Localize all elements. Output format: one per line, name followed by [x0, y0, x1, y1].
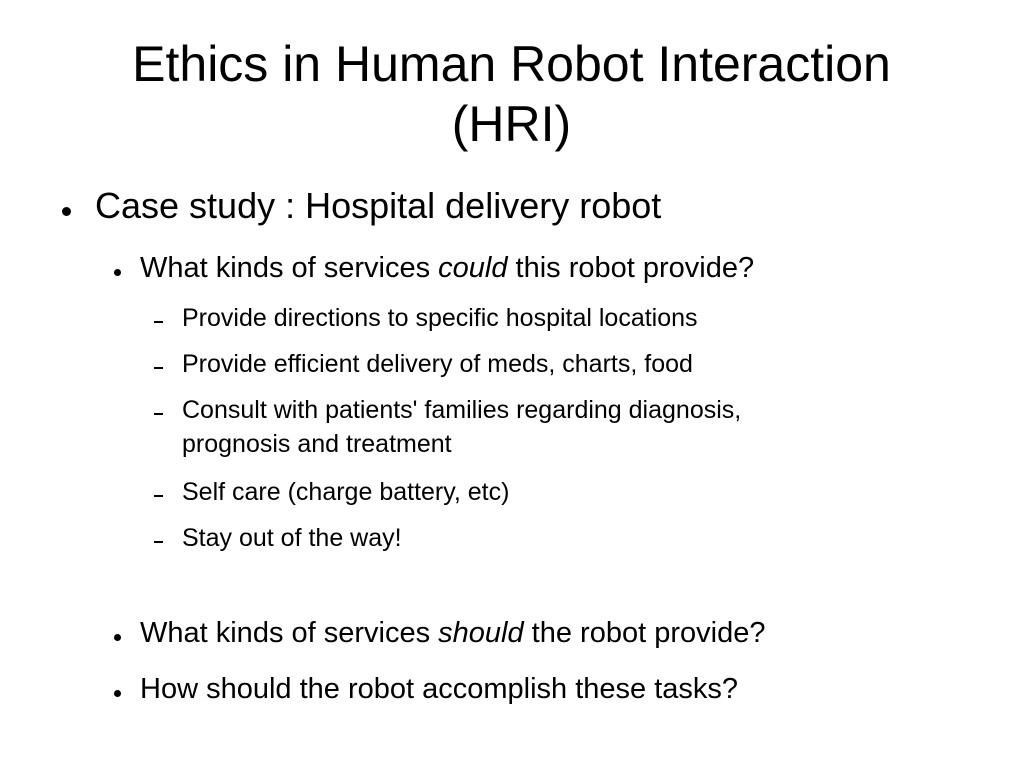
question-should-before: What kinds of services [140, 617, 439, 649]
service-item-consult-continued [182, 428, 452, 461]
question-should-after: the robot provide? [523, 617, 766, 649]
service-item-text: Stay out of the way! [182, 524, 402, 552]
bullet-dot-icon [114, 690, 121, 697]
question-could-emphasis: could [438, 252, 508, 284]
service-item-consult [182, 394, 741, 427]
service-item-text: Provide directions to specific hospital locations [182, 304, 698, 332]
question-could-after: this robot provide? [507, 252, 755, 284]
title-line-1: Ethics in Human Robot Interaction [132, 36, 891, 92]
dash-bullet-icon [154, 541, 163, 543]
service-item-text: prognosis and treatment [182, 430, 452, 458]
question-how-text: How should the robot accomplish these tasks? [140, 673, 739, 705]
service-item-directions [182, 302, 698, 335]
dash-bullet-icon [154, 413, 163, 415]
service-item-self-care [182, 476, 509, 509]
service-item-text: Self care (charge battery, etc) [182, 478, 510, 506]
question-could-before: What kinds of services [140, 252, 439, 284]
dash-bullet-icon [154, 495, 163, 497]
bullet-dot-icon [62, 207, 71, 216]
service-item-text: Consult with patients' families regarding diagnosis, [182, 396, 742, 424]
bullet-question-could [140, 251, 754, 285]
service-item-stay-out [182, 522, 402, 555]
service-item-text: Provide efficient delivery of meds, charts, food [182, 350, 693, 378]
dash-bullet-icon [154, 321, 163, 323]
bullet-question-should [140, 616, 765, 650]
bullet-dot-icon [114, 269, 121, 276]
slide-title [0, 34, 1023, 154]
question-should-emphasis: should [438, 617, 524, 649]
dash-bullet-icon [154, 367, 163, 369]
title-line-2: (HRI) [451, 96, 572, 152]
bullet-case-study [95, 185, 661, 227]
bullet-dot-icon [114, 634, 121, 641]
service-item-delivery [182, 348, 693, 381]
bullet-case-study-text: Case study : Hospital delivery robot [95, 185, 662, 226]
bullet-question-how [140, 672, 738, 706]
